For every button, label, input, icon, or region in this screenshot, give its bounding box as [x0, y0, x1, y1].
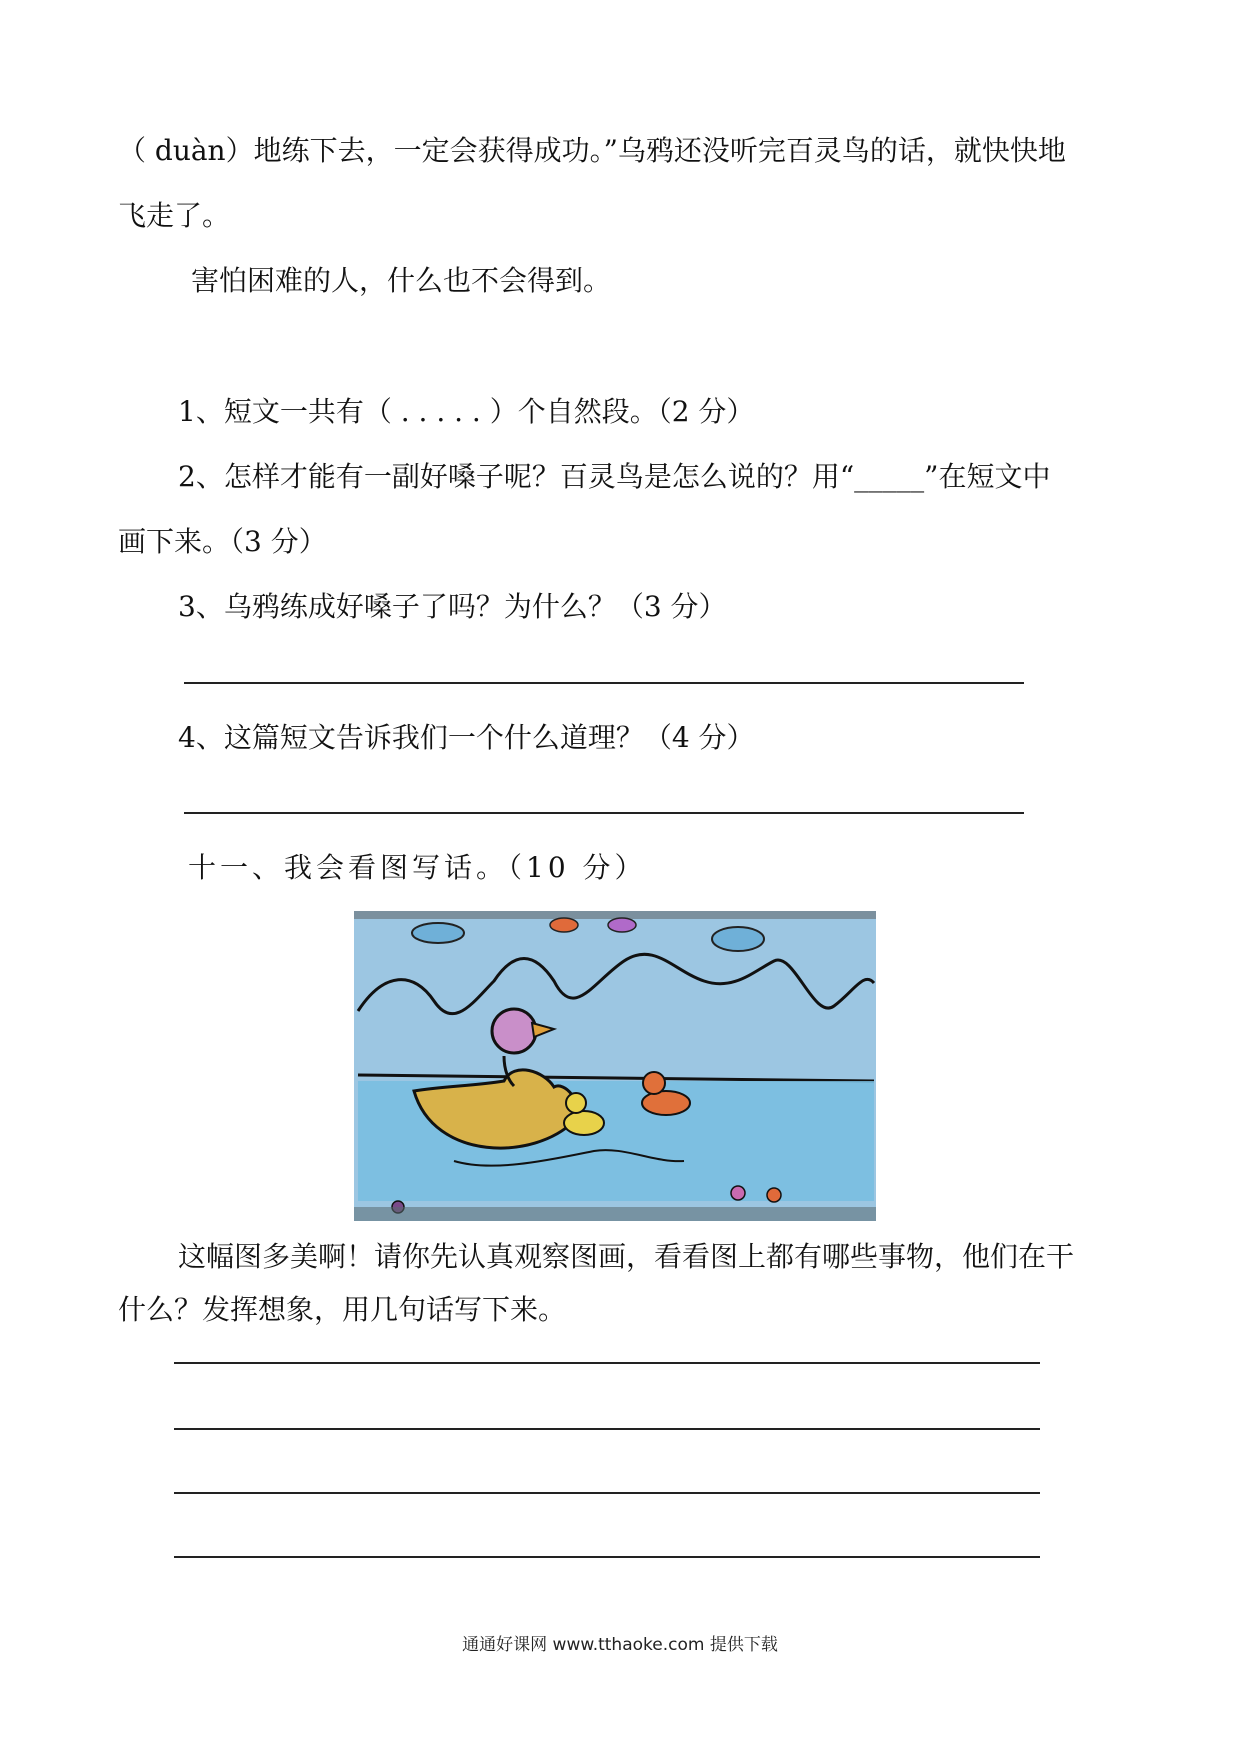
passage-line-3: 害怕困难的人，什么也不会得到。 [191, 264, 612, 297]
flower [731, 1186, 745, 1200]
section-11-title: 十一、我会看图写话。（10 分） [188, 851, 647, 884]
duckling-orange [642, 1091, 690, 1115]
instruction-line-1: 这幅图多美啊！请你先认真观察图画，看看图上都有哪些事物，他们在干 [178, 1240, 1075, 1273]
mother-duck-head [492, 1009, 536, 1053]
duckling-yellow [564, 1111, 604, 1135]
answer-line-q3[interactable] [184, 682, 1024, 684]
ducks-drawing [354, 911, 876, 1221]
writing-line-4[interactable] [174, 1556, 1040, 1558]
passage-line-1: （ duàn）地练下去，一定会获得成功。”乌鸦还没听完百灵鸟的话，就快快地 [118, 134, 1066, 167]
writing-line-1[interactable] [174, 1362, 1040, 1364]
footer-source: 通通好课网 www.tthaoke.com 提供下载 [462, 1635, 778, 1655]
cloud [712, 927, 764, 951]
instruction-line-2: 什么？发挥想象，用几句话写下来。 [118, 1293, 567, 1326]
question-1: 1、短文一共有（ . . . . . ）个自然段。（2 分） [178, 395, 755, 428]
question-4: 4、这篇短文告诉我们一个什么道理？（4 分） [178, 721, 755, 754]
cloud [412, 923, 464, 943]
question-3: 3、乌鸦练成好嗓子了吗？为什么？（3 分） [178, 590, 727, 623]
passage-line-2: 飞走了。 [118, 199, 231, 232]
question-2-line-2: 画下来。（3 分） [118, 525, 327, 558]
writing-line-2[interactable] [174, 1428, 1040, 1430]
question-2-line-1: 2、怎样才能有一副好嗓子呢？百灵鸟是怎么说的？用“_____”在短文中 [178, 460, 1051, 493]
bird [550, 918, 578, 932]
bird [608, 918, 636, 932]
flower [767, 1188, 781, 1202]
writing-line-3[interactable] [174, 1492, 1040, 1494]
answer-line-q4[interactable] [184, 812, 1024, 814]
